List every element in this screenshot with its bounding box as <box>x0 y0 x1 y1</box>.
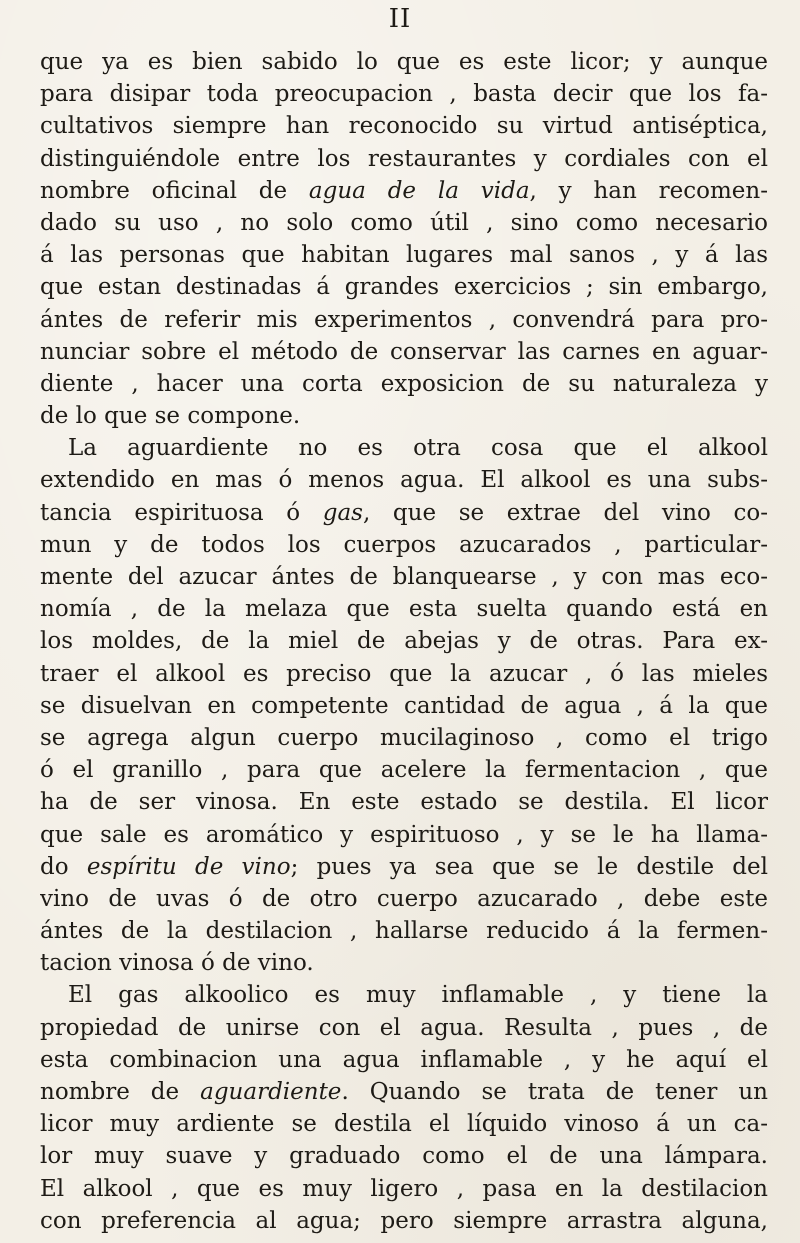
text-line: extendido en mas ó menos agua. El alkool es una subs- <box>40 467 768 494</box>
text-line: ha de ser vinosa. En este estado se destila. El licor <box>40 789 768 816</box>
text-line: vino de uvas ó de otro cuerpo azucarado , debe este <box>40 885 768 912</box>
body-text <box>40 46 768 1237</box>
text-line: ántes de la destilacion , hallarse reducido á la fermen- <box>40 918 768 945</box>
text-line: á las personas que habitan lugares mal sanos , y á las <box>40 242 768 269</box>
text-line <box>40 175 768 207</box>
text-line: ó el granillo , para que acelere la fermentacion , que <box>40 757 768 784</box>
text-line: que sale es aromático y espirituoso , y se le ha llama- <box>40 821 768 848</box>
italic-term-aguardiente: aguardiente <box>200 1079 342 1105</box>
text-segment: , y han recomen- <box>529 177 768 204</box>
text-line: diente , hacer una corta exposicion de su naturaleza y <box>40 370 768 397</box>
text-line: traer el alkool es preciso que la azucar , ó las mieles <box>40 660 768 687</box>
text-line: se agrega algun cuerpo mucilaginoso , como el trigo <box>40 724 768 751</box>
text-line <box>40 1076 768 1108</box>
text-line: para disipar toda preocupacion , basta decir que los fa- <box>40 81 768 108</box>
text-segment: nombre de <box>40 1079 201 1105</box>
paragraph-end-line: de lo que se compone. <box>40 403 301 430</box>
text-segment: tancia espirituosa ó <box>40 499 323 526</box>
text-line: El alkool , que es muy ligero , pasa en la destilacion <box>40 1175 768 1202</box>
italic-term-agua-de-la-vida: agua de la vida <box>308 177 530 204</box>
text-line: nunciar sobre el método de conservar las carnes en aguar- <box>40 338 768 365</box>
text-line <box>40 851 768 883</box>
text-line: lor muy suave y graduado como el de una lámpara. <box>40 1143 768 1170</box>
text-line: los moldes, de la miel de abejas y de otras. Para ex- <box>40 628 768 655</box>
text-line: cultativos siempre han reconocido su virtud antiséptica, <box>40 113 768 140</box>
text-line: nomía , de la melaza que esta suelta quando está en <box>40 596 768 623</box>
text-line: se disuelvan en competente cantidad de agua , á la que <box>40 692 768 719</box>
text-segment: ; pues ya sea que se le destile del <box>290 853 768 880</box>
text-segment: do <box>40 853 87 880</box>
text-line: dado su uso , no solo como útil , sino como necesario <box>40 209 768 236</box>
text-segment: , que se extrae del vino co- <box>362 499 768 526</box>
text-line <box>40 497 768 529</box>
text-line: que ya es bien sabido lo que es este licor; y aunque <box>40 49 768 75</box>
text-line: mun y de todos los cuerpos azucarados , particular- <box>40 531 768 558</box>
paragraph-start-line: El gas alkoolico es muy inflamable , y tiene la <box>68 982 768 1009</box>
text-line: esta combinacion una agua inflamable , y he aquí el <box>40 1046 768 1073</box>
text-line: mente del azucar ántes de blanquearse , y con mas eco- <box>40 564 768 590</box>
text-line: propiedad de unirse con el agua. Resulta , pues , de <box>40 1014 768 1041</box>
text-line: licor muy ardiente se destila el líquido vinoso á un ca- <box>40 1111 768 1138</box>
text-segment: . Quando se trata de tener un <box>341 1079 768 1105</box>
text-line: distinguiéndole entre los restaurantes y cordiales con el <box>40 145 768 172</box>
italic-term-gas: gas <box>322 499 363 526</box>
text-line: ántes de referir mis experimentos , convendrá para pro- <box>40 306 768 333</box>
text-line: con preferencia al agua; pero siempre arrastra alguna, <box>40 1207 768 1234</box>
paragraph-end-line: tacion vinosa ó de vino. <box>40 950 314 977</box>
text-line: que estan destinadas á grandes exercicios ; sin embargo, <box>40 274 768 301</box>
page-number: II <box>388 4 412 34</box>
italic-term-espiritu-de-vino: espíritu de vino <box>86 853 291 880</box>
text-segment: nombre oficinal de <box>40 177 309 204</box>
paragraph-start-line: La aguardiente no es otra cosa que el alkool <box>68 435 768 462</box>
